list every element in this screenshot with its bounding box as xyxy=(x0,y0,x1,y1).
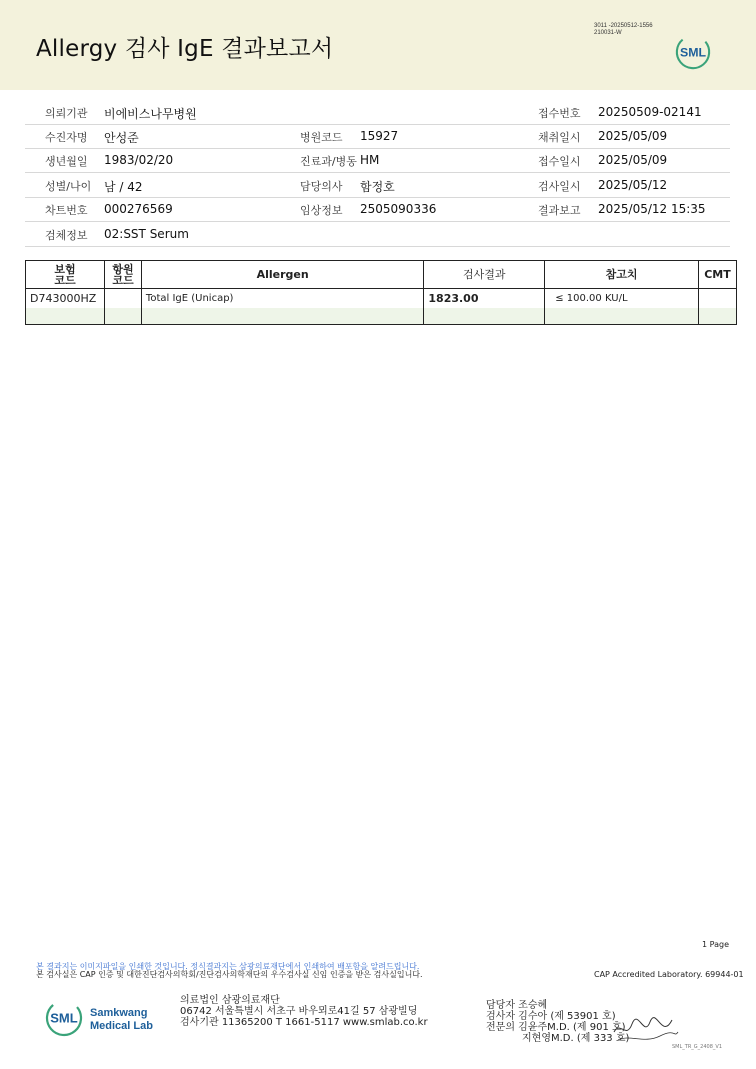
insurance-code-cell: D743000HZ xyxy=(26,289,105,309)
doctor-label: 담당의사 xyxy=(300,180,343,193)
test-date-label: 검사일시 xyxy=(538,180,581,193)
table-header-row xyxy=(26,261,737,289)
report-value: 2025/05/12 15:35 xyxy=(598,202,706,216)
clinical-label: 임상정보 xyxy=(300,204,343,217)
svg-text:SML: SML xyxy=(679,45,707,60)
insurance-code-header xyxy=(26,261,105,289)
cap-accreditation: CAP Accredited Laboratory. 69944-01 xyxy=(594,970,744,979)
sex-age-label: 성별/나이 xyxy=(45,180,92,193)
antigen-code-cell xyxy=(104,289,141,309)
address-line3: 검사기관 11365200 T 1661-5117 www.smlab.co.kr xyxy=(180,1017,428,1028)
staff-line3: 전문의 김윤주M.D. (제 901 호) xyxy=(486,1022,626,1033)
brand-name xyxy=(90,1007,153,1033)
dept-label: 진료과/병동 xyxy=(300,155,357,168)
address-line1: 의료법인 삼광의료재단 xyxy=(180,995,280,1006)
info-row xyxy=(25,100,730,125)
document-code xyxy=(594,23,653,37)
info-row xyxy=(25,222,730,247)
receipt-no-value: 20250509-02141 xyxy=(598,105,702,119)
sex-age-value: 남 / 42 xyxy=(104,180,143,194)
chart-no-value: 000276569 xyxy=(104,202,173,216)
report-title: Allergy 검사 IgE 결과보고서 xyxy=(36,36,334,62)
page-number: 1 Page xyxy=(702,940,729,949)
receipt-date-value: 2025/05/09 xyxy=(598,153,668,167)
brand-line2: Medical Lab xyxy=(90,1020,153,1032)
signature-icon xyxy=(610,1010,680,1046)
clinical-value: 2505090336 xyxy=(360,202,437,216)
reference-header: 참고치 xyxy=(545,261,699,289)
institution-value: 비에비스나무병원 xyxy=(104,107,197,121)
info-row xyxy=(25,148,730,173)
result-header: 검사결과 xyxy=(424,261,545,289)
svg-text:SML: SML xyxy=(50,1010,78,1026)
patient-value: 안성준 xyxy=(104,131,139,145)
spacer-cell xyxy=(424,308,545,325)
info-row xyxy=(25,173,730,198)
info-row xyxy=(25,197,730,222)
staff-line1: 담당자 조승혜 xyxy=(486,1000,548,1011)
table-row-spacer xyxy=(26,308,737,325)
info-row xyxy=(25,124,730,149)
spacer-cell xyxy=(104,308,141,325)
antigen-code-header-line2: 코드 xyxy=(112,273,134,287)
reference-cell: ≤ 100.00 KU/L xyxy=(545,289,699,309)
allergen-header: Allergen xyxy=(141,261,423,289)
spacer-cell xyxy=(141,308,423,325)
spacer-cell xyxy=(545,308,699,325)
doctor-value: 함정호 xyxy=(360,180,395,194)
staff-line4: 지현영M.D. (제 333 호) xyxy=(522,1033,630,1044)
spacer-cell xyxy=(698,308,736,325)
specimen-value: 02:SST Serum xyxy=(104,227,189,241)
hospital-code-value: 15927 xyxy=(360,129,399,143)
document-code-line2: 210031-W xyxy=(594,30,622,36)
institution-label: 의뢰기관 xyxy=(45,107,88,120)
receipt-date-label: 접수일시 xyxy=(538,155,581,168)
sml-logo-icon xyxy=(674,33,712,71)
cmt-header: CMT xyxy=(698,261,736,289)
table-row xyxy=(26,289,737,309)
test-date-value: 2025/05/12 xyxy=(598,178,668,192)
allergen-cell: Total IgE (Unicap) xyxy=(141,289,423,309)
staff-list xyxy=(486,1000,629,1044)
lab-address xyxy=(180,995,428,1028)
hospital-code-label: 병원코드 xyxy=(300,131,343,144)
samkwang-logo-icon xyxy=(44,998,84,1038)
dob-value: 1983/02/20 xyxy=(104,153,174,167)
report-header xyxy=(0,0,756,90)
notice-line1: 본 결과지는 이미지파일을 인쇄한 것입니다. 정식결과지는 삼광의료재단에서 인쇄하여 배포함을 알려드립니다. xyxy=(36,962,420,971)
result-table xyxy=(25,260,737,325)
staff-line2: 검사자 김수아 (제 53901 호) xyxy=(486,1011,616,1022)
spacer-cell xyxy=(26,308,105,325)
notice-text xyxy=(36,963,423,979)
patient-label: 수진자명 xyxy=(45,131,88,144)
receipt-no-label: 접수번호 xyxy=(538,107,581,120)
antigen-code-header-line1: 항원 xyxy=(112,262,134,276)
collect-date-label: 채취일시 xyxy=(538,131,581,144)
brand-line1: Samkwang xyxy=(90,1007,148,1019)
notice-line2: 본 검사실은 CAP 인증 및 대한진단검사의학회/진단검사의학재단의 우수검사실 신임 인증을 받은 검사실입니다. xyxy=(36,970,423,979)
address-line2: 06742 서울특별시 서초구 바우뫼로41길 57 삼광빌딩 xyxy=(180,1006,418,1017)
result-cell: 1823.00 xyxy=(424,289,545,309)
chart-no-label: 차트번호 xyxy=(45,204,88,217)
cmt-cell xyxy=(698,289,736,309)
antigen-code-header xyxy=(104,261,141,289)
specimen-label: 검체정보 xyxy=(45,229,88,242)
insurance-code-header-line1: 보험 xyxy=(54,262,76,276)
report-label: 결과보고 xyxy=(538,204,581,217)
form-code: SML_TR_G_2408_V1 xyxy=(672,1044,723,1050)
dept-value: HM xyxy=(360,153,380,167)
dob-label: 생년월일 xyxy=(45,155,88,168)
document-code-line1: 3011 -20250512-1556 xyxy=(594,23,653,29)
insurance-code-header-line2: 코드 xyxy=(54,273,76,287)
collect-date-value: 2025/05/09 xyxy=(598,129,668,143)
